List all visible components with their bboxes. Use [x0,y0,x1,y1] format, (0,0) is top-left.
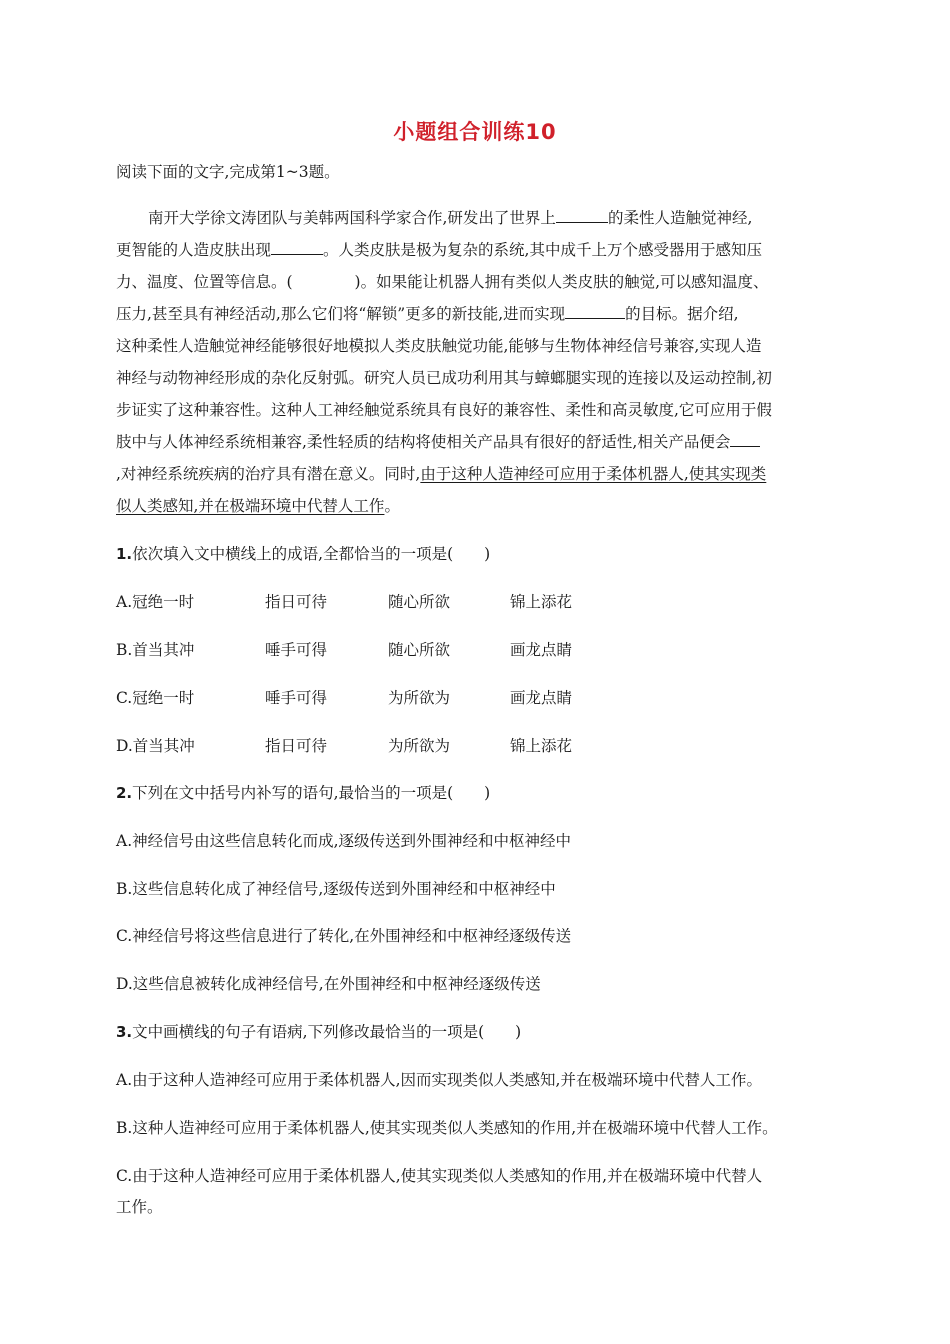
question-2-stem: 2.下列在文中括号内补写的语句,最恰当的一项是( ) [116,784,491,802]
question-3-option-c-continued: 工作。 [116,1198,163,1216]
passage-line: 步证实了这种兼容性。这种人工神经触觉系统具有良好的兼容性、柔性和高灵敏度,它可应用于假 [116,401,772,419]
question-2-option-a: A.神经信号由这些信息转化而成,逐级传送到外围神经和中枢神经中 [116,832,572,850]
question-3-option-c: C.由于这种人造神经可应用于柔体机器人,使其实现类似人类感知的作用,并在极端环境中代替人 [116,1167,763,1185]
passage-line: 更智能的人造皮肤出现 。人类皮肤是极为复杂的系统,其中成千上万个感受器用于感知压 [116,241,762,259]
fill-blank [565,306,625,319]
option-cell: 随心所欲 [388,641,451,659]
option-cell: 指日可待 [265,737,328,755]
option-cell: 画龙点睛 [510,641,573,659]
option-cell: 锦上添花 [510,737,573,755]
option-cell: 随心所欲 [388,593,451,611]
option-cell: 画龙点睛 [510,689,573,707]
question-2-option-c: C.神经信号将这些信息进行了转化,在外围神经和中枢神经逐级传送 [116,927,572,945]
question-3-option-b: B.这种人造神经可应用于柔体机器人,使其实现类似人类感知的作用,并在极端环境中代替人工作。 [116,1119,778,1137]
passage [116,202,832,522]
fill-blank [271,242,323,255]
option-cell: 为所欲为 [388,689,451,707]
option-cell: 为所欲为 [388,737,451,755]
option-cell: C.冠绝一时 [116,689,195,707]
instruction: 阅读下面的文字,完成第1~3题。 [116,163,340,181]
passage-line: 南开大学徐文涛团队与美韩两国科学家合作,研发出了世界上 的柔性人造触觉神经, [148,209,753,227]
underlined-sentence: 似人类感知,并在极端环境中代替人工作 [116,497,385,515]
question-3-option-a: A.由于这种人造神经可应用于柔体机器人,因而实现类似人类感知,并在极端环境中代替人工作。 [116,1071,762,1089]
option-cell: 锦上添花 [510,593,573,611]
question-2-option-b: B.这些信息转化成了神经信号,逐级传送到外围神经和中枢神经中 [116,880,556,898]
underlined-sentence: 由于这种人造神经可应用于柔体机器人,使其实现类 [420,465,767,483]
question-2-option-d: D.这些信息被转化成神经信号,在外围神经和中枢神经逐级传送 [116,975,541,993]
passage-line: 压力,甚至具有神经活动,那么它们将“解锁”更多的新技能,进而实现 的目标。据介绍, [116,305,739,323]
option-cell: 唾手可得 [265,641,328,659]
passage-line: 似人类感知,并在极端环境中代替人工作。 [116,497,400,515]
option-cell: B.首当其冲 [116,641,195,659]
passage-line: 这种柔性人造触觉神经能够很好地模拟人类皮肤触觉功能,能够与生物体神经信号兼容,实现人造 [116,337,762,355]
question-1-stem: 1.依次填入文中横线上的成语,全都恰当的一项是( ) [116,545,491,563]
fill-blank [556,210,608,223]
question-3-stem: 3.文中画横线的句子有语病,下列修改最恰当的一项是( ) [116,1023,522,1041]
option-cell: 指日可待 [265,593,328,611]
fill-blank [730,434,760,447]
passage-line: 肢中与人体神经系统相兼容,柔性轻质的结构将使相关产品具有很好的舒适性,相关产品便会 [116,426,832,458]
passage-line: ,对神经系统疾病的治疗具有潜在意义。同时,由于这种人造神经可应用于柔体机器人,使其实现类 [116,465,767,483]
passage-line: 神经与动物神经形成的杂化反射弧。研究人员已成功利用其与蟑螂腿实现的连接以及运动控制,初 [116,369,772,387]
option-cell: D.首当其冲 [116,737,195,755]
page-title: 小题组合训练10 [393,120,557,144]
option-cell: A.冠绝一时 [116,593,195,611]
passage-line: 力、温度、位置等信息。( )。如果能让机器人拥有类似人类皮肤的触觉,可以感知温度、 [116,273,769,291]
option-cell: 唾手可得 [265,689,328,707]
